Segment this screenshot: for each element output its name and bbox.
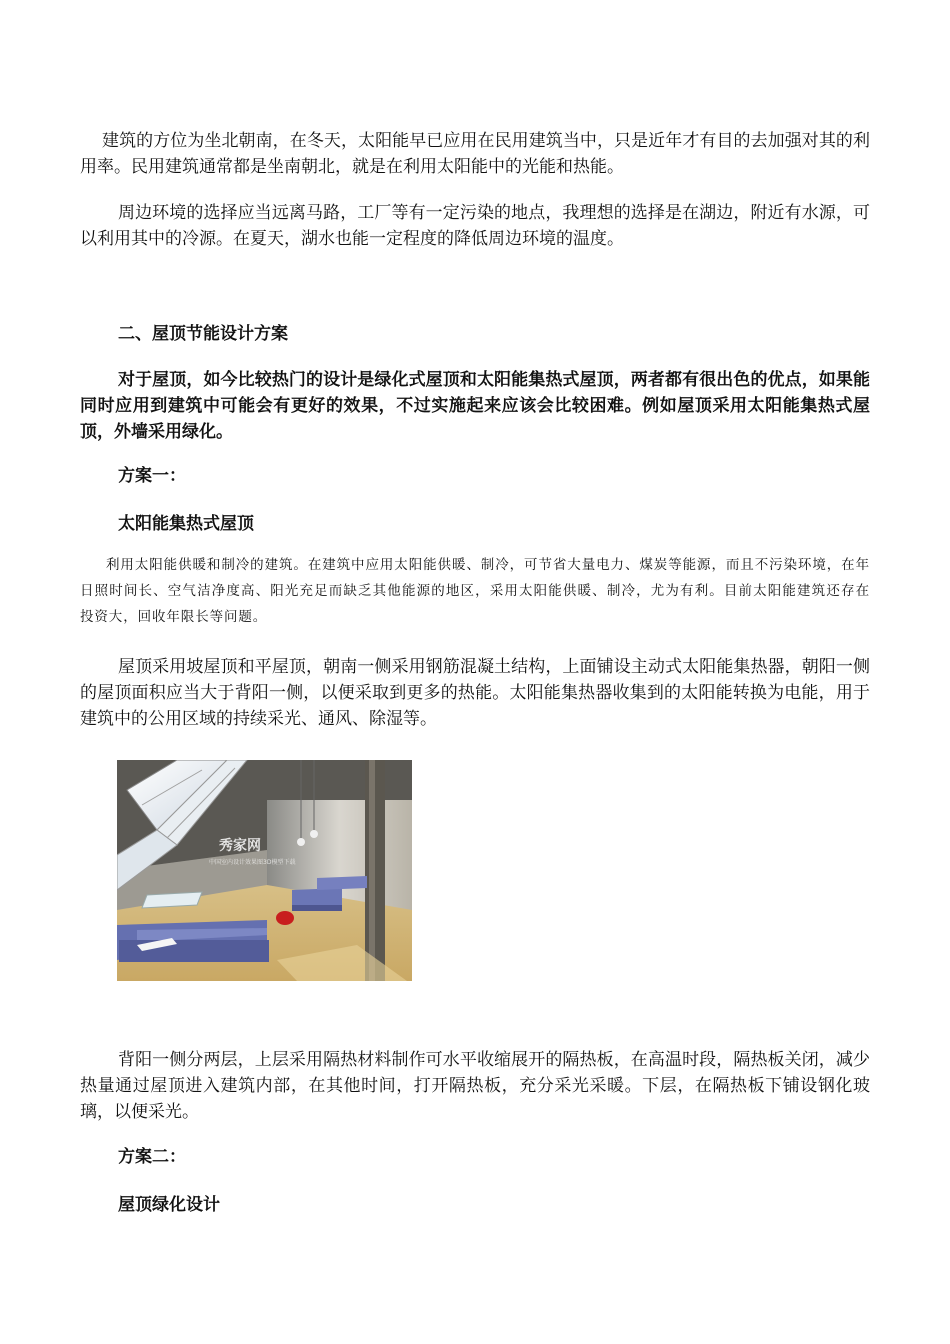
section-heading-roof: 二、屋顶节能设计方案 xyxy=(118,324,288,344)
paragraph-roof-intro: 对于屋顶，如今比较热门的设计是绿化式屋顶和太阳能集热式屋顶，两者都有很出色的优点，如果能同时应用到建筑中可能会有更好的效果，不过实施起来应该会比较困难。例如屋顶采用太阳能集热式屋顶，外墙采用绿化。 xyxy=(80,370,870,442)
plan-one-label: 方案一： xyxy=(118,466,186,486)
paragraph-shaded-side: 背阳一侧分两层，上层采用隔热材料制作可水平收缩展开的隔热板，在高温时段，隔热板关闭，减少热量通过屋顶进入建筑内部，在其他时间，打开隔热板，充分采光采暖。下层，在隔热板下铺设钢化玻璃，以便采光。 xyxy=(80,1050,870,1122)
plan-two-label: 方案二： xyxy=(118,1147,186,1167)
plan-one-title: 太阳能集热式屋顶 xyxy=(118,514,254,534)
paragraph-solar-roof: 屋顶采用坡屋顶和平屋顶，朝南一侧采用钢筋混凝土结构，上面铺设主动式太阳能集热器，朝阳一侧的屋顶面积应当大于背阳一侧，以便采取到更多的热能。太阳能集热器收集到的太阳能转换为电能，用于建筑中的公用区域的持续采光、通风、除湿等。 xyxy=(80,657,870,729)
plan-two-title: 屋顶绿化设计 xyxy=(118,1195,220,1215)
paragraph-surroundings: 周边环境的选择应当远离马路，工厂等有一定污染的地点，我理想的选择是在湖边，附近有水源，可以利用其中的冷源。在夏天，湖水也能一定程度的降低周边环境的温度。 xyxy=(80,203,870,249)
paragraph-solar-note: 利用太阳能供暖和制冷的建筑。在建筑中应用太阳能供暖、制冷，可节省大量电力、煤炭等能源，而且不污染环境，在年日照时间长、空气洁净度高、阳光充足而缺乏其他能源的地区，采用太阳能供暖、制冷，尤为有利。目前太阳能建筑还存在投资大，回收年限长等问题。 xyxy=(80,557,870,625)
paragraph-orientation: 建筑的方位为坐北朝南，在冬天，太阳能早已应用在民用建筑当中，只是近年才有目的去加强对其的利用率。民用建筑通常都是坐南朝北，就是在利用太阳能中的光能和热能。 xyxy=(80,131,870,177)
attic-interior-photo xyxy=(117,760,412,981)
photo-watermark-sub: 中国室内设计效果图3D模型下载 xyxy=(209,859,296,866)
photo-watermark: 秀家网 xyxy=(219,838,261,854)
